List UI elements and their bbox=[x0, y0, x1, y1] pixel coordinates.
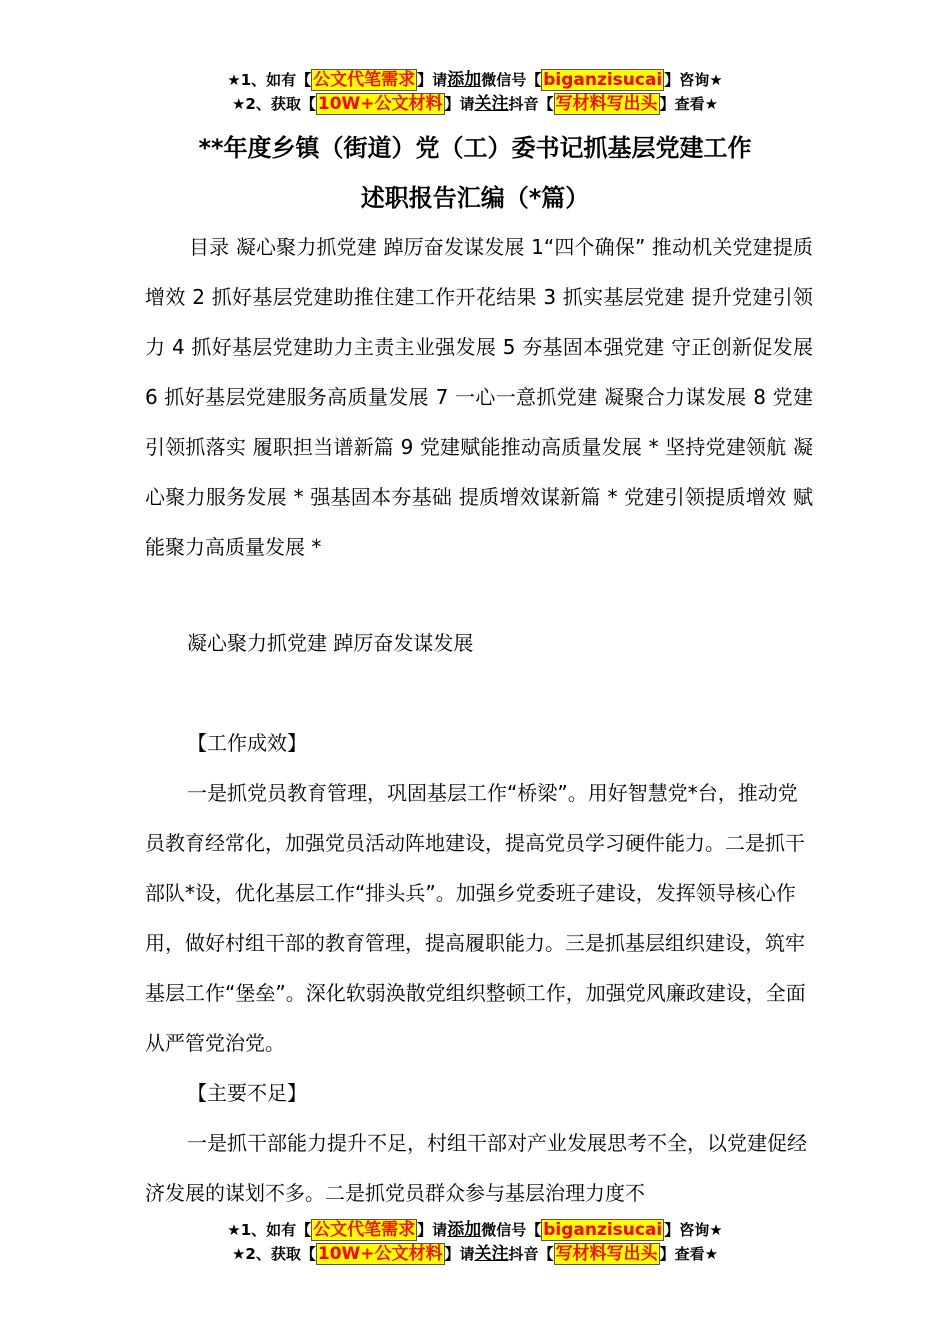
highlight-douyin: 写材料写出头 bbox=[555, 94, 658, 114]
highlight-materials: 10W+公文材料 bbox=[317, 94, 443, 114]
banner-text: 微信号【 bbox=[481, 71, 542, 89]
heading-work-results: 【工作成效】 bbox=[187, 731, 307, 755]
highlight-service: 公文代笔需求 bbox=[313, 70, 416, 90]
banner-text: ★2、获取【 bbox=[231, 95, 316, 113]
banner-text: 】咨询★ bbox=[664, 71, 723, 89]
banner-line-2 bbox=[0, 92, 950, 116]
banner-text: 】请 bbox=[417, 71, 448, 89]
banner-text: ★1、如有【 bbox=[227, 71, 312, 89]
highlight-douyin: 写材料写出头 bbox=[555, 1244, 658, 1264]
highlight-wechat-id: biganzisucai bbox=[543, 1220, 663, 1240]
highlight-wechat-id: biganzisucai bbox=[543, 70, 663, 90]
banner-text: 】查看★ bbox=[659, 95, 719, 113]
document-title-line-1: **年度乡镇（街道）党（工）委书记抓基层党建工作 bbox=[198, 134, 752, 162]
banner-text: ★2、获取【 bbox=[231, 1245, 316, 1263]
banner-line-1 bbox=[0, 68, 950, 92]
banner-text: 抖音【 bbox=[508, 1245, 554, 1263]
banner-text: ★1、如有【 bbox=[227, 1221, 312, 1239]
header-banner bbox=[0, 68, 950, 116]
heading-shortcomings: 【主要不足】 bbox=[187, 1081, 307, 1105]
banner-text: 】查看★ bbox=[659, 1245, 719, 1263]
underline-text: 关注 bbox=[474, 94, 509, 114]
banner-text: 】请 bbox=[444, 95, 475, 113]
banner-text: 】请 bbox=[444, 1245, 475, 1263]
banner-text: 微信号【 bbox=[481, 1221, 542, 1239]
banner-text: 】请 bbox=[417, 1221, 448, 1239]
banner-line-2 bbox=[0, 1242, 950, 1266]
footer-banner bbox=[0, 1218, 950, 1266]
table-of-contents: 目录 凝心聚力抓党建 踔厉奋发谋发展 1“四个确保” 推动机关党建提质增效 2 抓好基层党建助推住建工作开花结果 3 抓实基层党建 提升党建引领力 4 抓好基层党建助力主责主业强发展 5 夯基固本强党建 守正创新促发展 6 抓好基层党建服务高质量发展 7 一心一意抓党建 凝聚合力谋发展 8 党建引领抓落实 履职担当谱新篇 9 党建赋能推动高质量发展 * 坚持党建领航 凝心聚力服务发展 * 强基固本夯基础 提质增效谋新篇 * 党建引领提质增效 赋能聚力高质量发展 * bbox=[145, 235, 813, 559]
paragraph-shortcomings: 一是抓干部能力提升不足，村组干部对产业发展思考不全，以党建促经济发展的谋划不多。二是抓党员群众参与基层治理力度不 bbox=[145, 1131, 807, 1205]
paragraph-work-results: 一是抓党员教育管理，巩固基层工作“桥梁”。用好智慧党*台，推动党员教育经常化，加强党员活动阵地建设，提高党员学习硬件能力。二是抓干部队*设，优化基层工作“排头兵”。加强乡党委班子建设，发挥领导核心作用，做好村组干部的教育管理，提高履职能力。三是抓基层组织建设，筑牢基层工作“堡垒”。深化软弱涣散党组织整顿工作，加强党风廉政建设，全面从严管党治党。 bbox=[145, 781, 806, 1055]
underline-text: 关注 bbox=[474, 1244, 509, 1264]
highlight-service: 公文代笔需求 bbox=[313, 1220, 416, 1240]
work-report-body bbox=[145, 718, 813, 1218]
highlight-materials: 10W+公文材料 bbox=[317, 1244, 443, 1264]
banner-text: 】咨询★ bbox=[664, 1221, 723, 1239]
banner-text: 抖音【 bbox=[508, 95, 554, 113]
underline-text: 添加 bbox=[447, 70, 482, 90]
section-title: 凝心聚力抓党建 踔厉奋发谋发展 bbox=[187, 631, 474, 655]
banner-line-1 bbox=[0, 1218, 950, 1242]
underline-text: 添加 bbox=[447, 1220, 482, 1240]
document-title-line-2: 述职报告汇编（*篇） bbox=[360, 184, 590, 212]
